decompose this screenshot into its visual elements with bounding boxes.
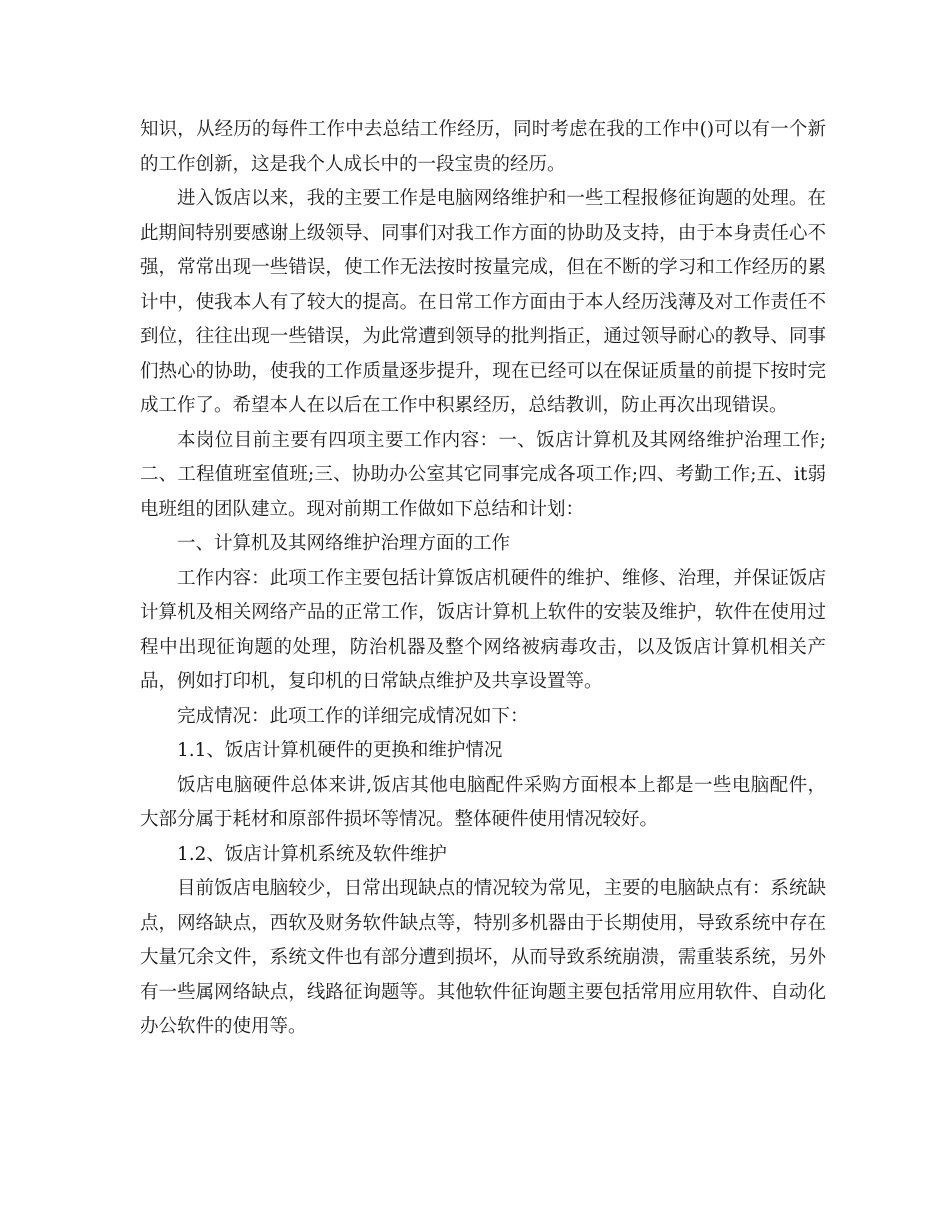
paragraph: 工作内容：此项工作主要包括计算饭店机硬件的维护、维修、治理，并保证饭店计算机及相关网络产品的正常工作，饭店计算机上软件的安装及维护，软件在使用过程中出现征询题的处理，防治机器及整个网络被病毒攻击，以及饭店计算机相关产品，例如打印机，复印机的日常缺点维护及共享设置等。 (140, 567, 826, 692)
document-body (140, 113, 826, 1045)
paragraph: 饭店电脑硬件总体来讲,饭店其他电脑配件采购方面根本上都是一些电脑配件，大部分属于耗材和原部件损坏等情况。整体硬件使用情况较好。 (140, 774, 826, 830)
section-heading: 一、计算机及其网络维护治理方面的工作 (177, 533, 511, 554)
paragraph: 目前饭店电脑较少，日常出现缺点的情况较为常见，主要的电脑缺点有：系统缺点，网络缺点，西软及财务软件缺点等，特别多机器由于长期使用，导致系统中存在大量冗余文件，系统文件也有部分遭到损坏，从而导致系统崩溃，需重装系统，另外有一些属网络缺点，线路征询题等。其他软件征询题主要包括常用应用软件、自动化办公软件的使用等。 (140, 878, 826, 1037)
paragraph: 本岗位目前主要有四项主要工作内容：一、饭店计算机及其网络维护治理工作;二、工程值班室值班;三、协助办公室其它同事完成各项工作;四、考勤工作;五、it弱电班组的团队建立。现对前期工作做如下总结和计划： (140, 429, 826, 520)
paragraph: 知识，从经历的每件工作中去总结工作经历，同时考虑在我的工作中()可以有一个新的工作创新，这是我个人成长中的一段宝贵的经历。 (140, 119, 826, 175)
subsection-heading: 1.2、饭店计算机系统及软件维护 (177, 843, 447, 865)
subsection-heading: 1.1、饭店计算机硬件的更换和维护情况 (177, 740, 503, 761)
paragraph: 进入饭店以来，我的主要工作是电脑网络维护和一些工程报修征询题的处理。在此期间特别要感谢上级领导、同事们对我工作方面的协助及支持，由于本身责任心不强，常常出现一些错误，使工作无法按时按量完成，但在不断的学习和工作经历的累计中，使我本人有了较大的提高。在日常工作方面由于本人经历浅薄及对工作责任不到位，往往出现一些错误，为此常遭到领导的批判指正，通过领导耐心的教导、同事们热心的协助，使我的工作质量逐步提升，现在已经可以在保证质量的前提下按时完成工作了。希望本人在以后在工作中积累经历，总结教训，防止再次出现错误。 (140, 188, 826, 416)
paragraph: 完成情况：此项工作的详细完成情况如下： (177, 705, 529, 727)
